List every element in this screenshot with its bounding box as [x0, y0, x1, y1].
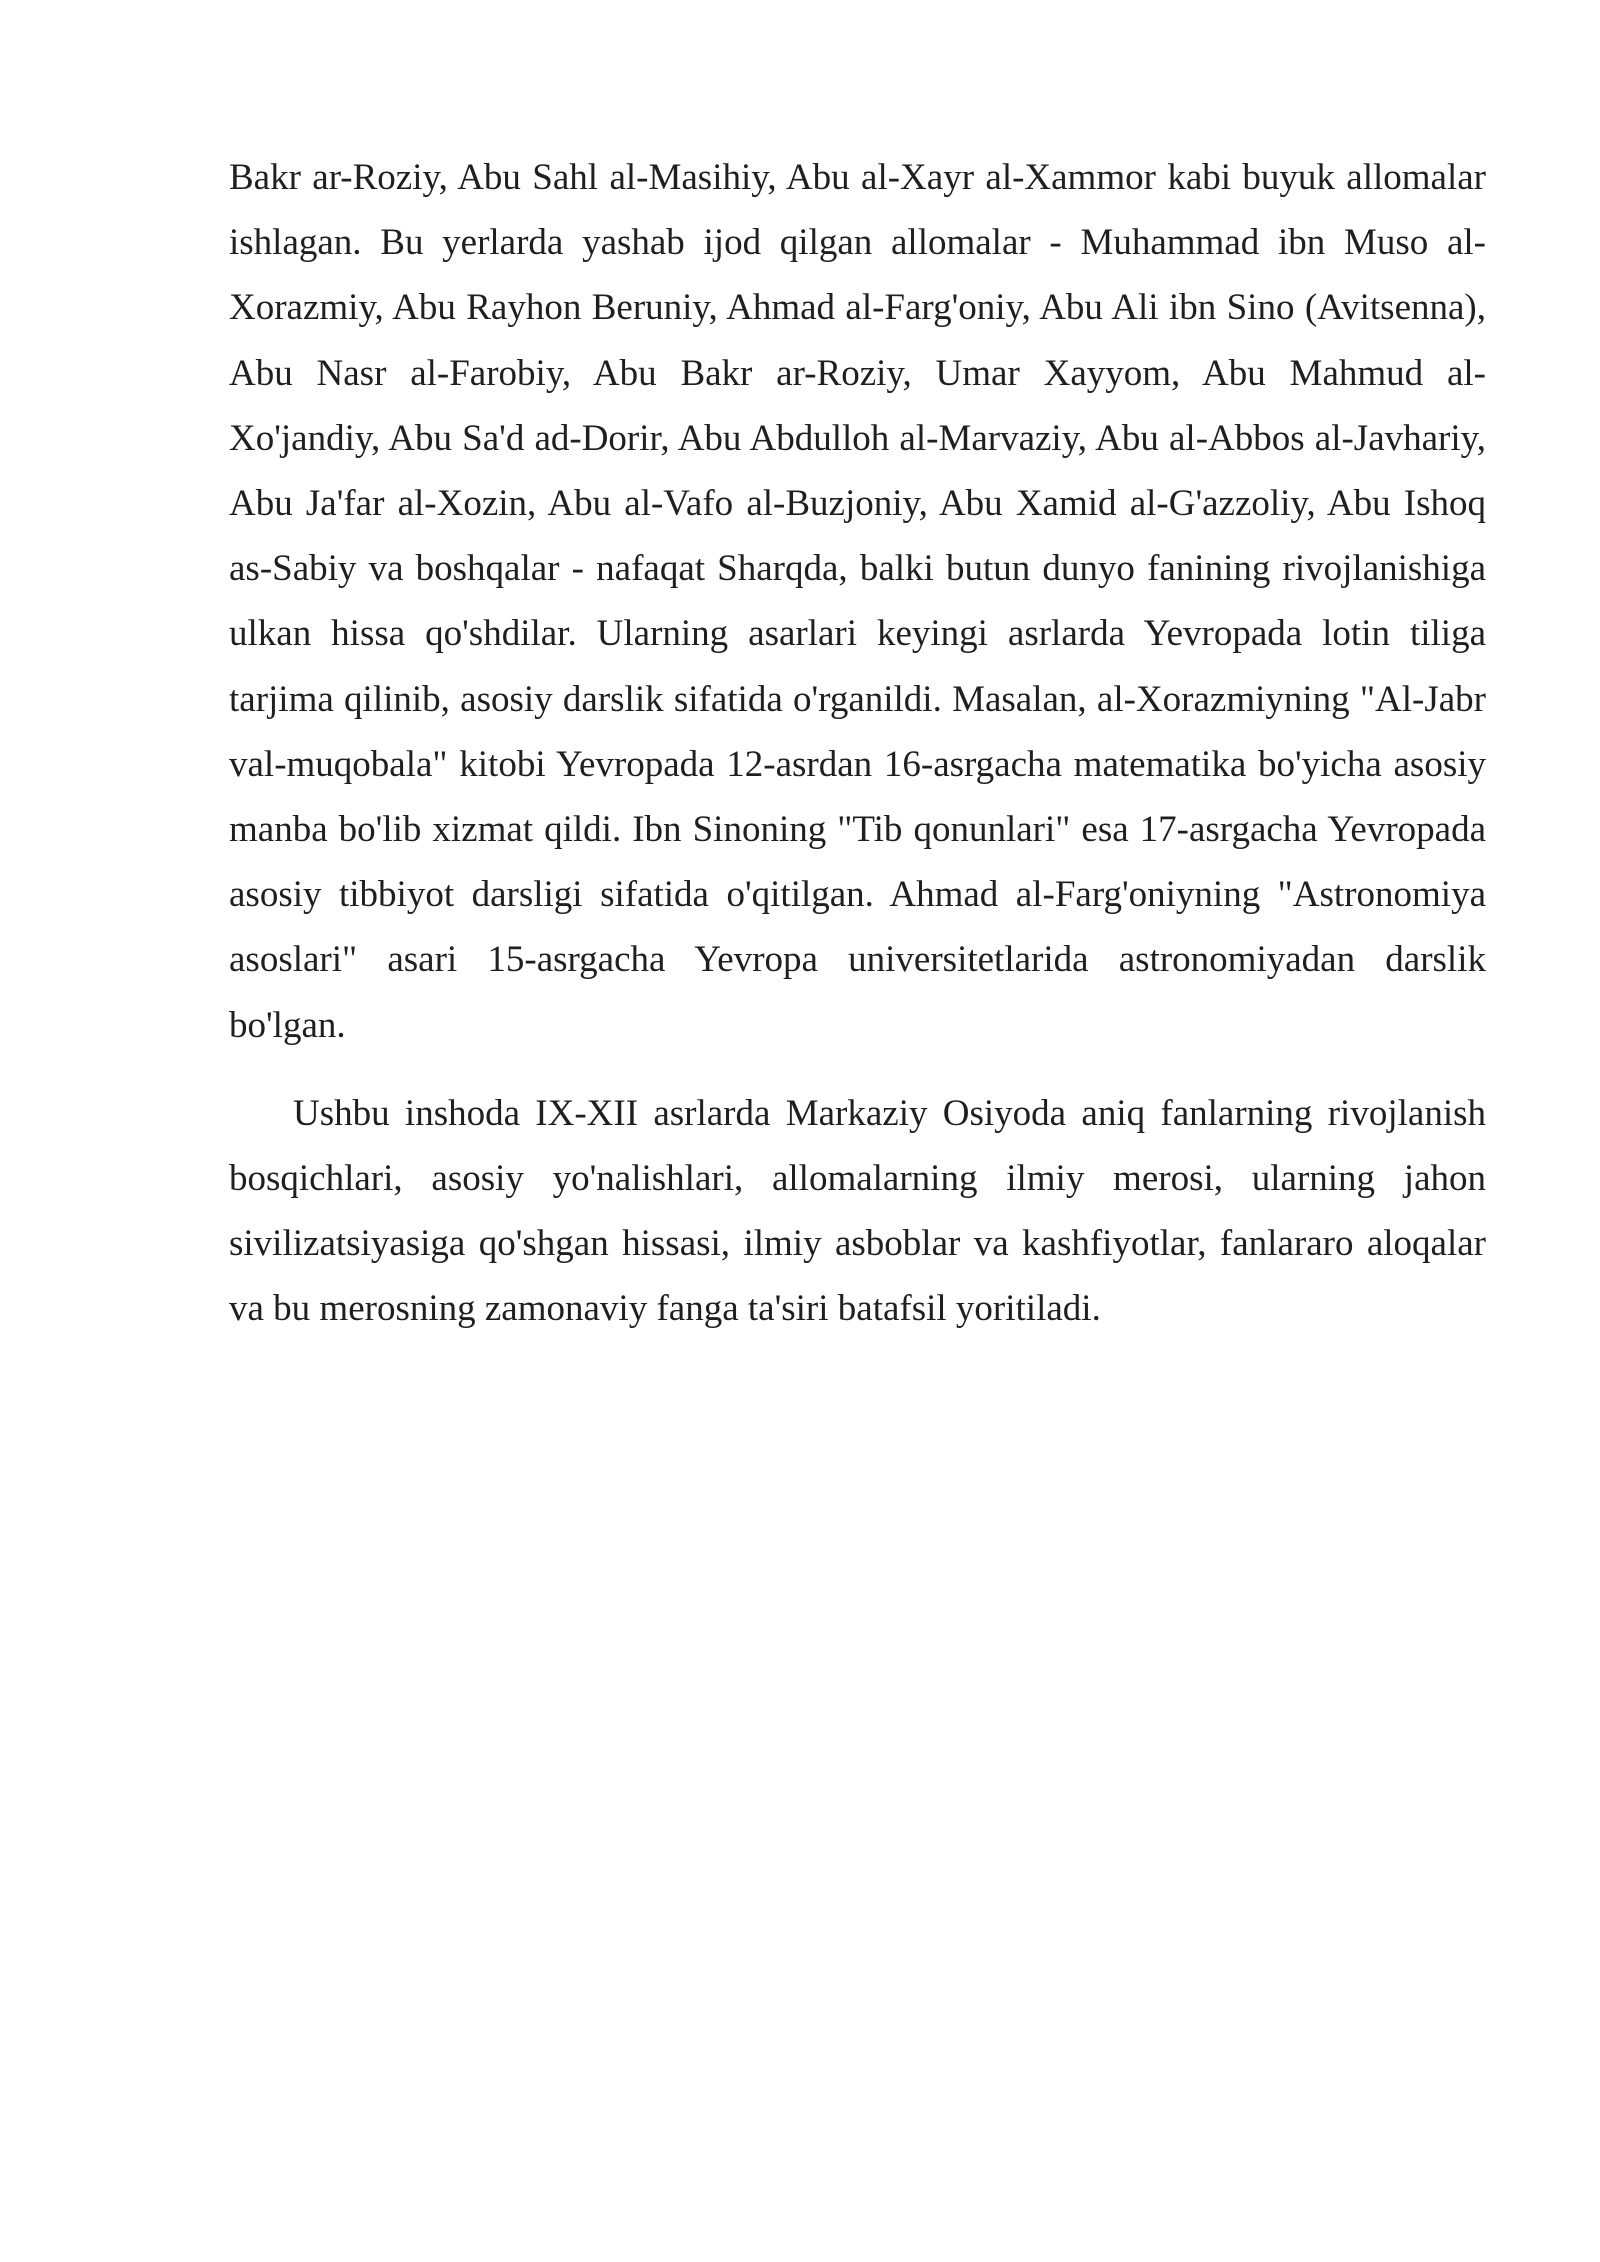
paragraph-essay-overview: Ushbu inshoda IX-XII asrlarda Markaziy Osiyoda aniq fanlarning rivojlanish bosqichlari, asosiy yo'nalishlari, allomalarning ilmiy merosi, ularning jahon sivilizatsiyasiga qo'shgan hissasi, ilmiy asboblar va kashfiyotlar, fanlararo aloqalar va bu merosning zamonaviy fanga ta'siri batafsil yoritiladi. [229, 1092, 1486, 1330]
body-text [229, 145, 1486, 1342]
paragraph-continuation: Bakr ar-Roziy, Abu Sahl al-Masihiy, Abu al-Xayr al-Xammor kabi buyuk allomalar ishlagan. Bu yerlarda yashab ijod qilgan allomalar - Muhammad ibn Muso al-Xorazmiy, Abu Rayhon Beruniy, Ahmad al-Farg'oniy, Abu Ali ibn Sino (Avitsenna), Abu Nasr al-Farobiy, Abu Bakr ar-Roziy, Umar Xayyom, Abu Mahmud al-Xo'jandiy, Abu Sa'd ad-Dorir, Abu Abdulloh al-Marvaziy, Abu al-Abbos al-Javhariy, Abu Ja'far al-Xozin, Abu al-Vafo al-Buzjoniy, Abu Xamid al-G'azzoliy, Abu Ishoq as-Sabiy va boshqalar - nafaqat Sharqda, balki butun dunyo fanining rivojlanishiga ulkan hissa qo'shdilar. Ularning asarlari keyingi asrlarda Yevropada lotin tiliga tarjima qilinib, asosiy darslik sifatida o'rganildi. Masalan, al-Xorazmiyning "Al-Jabr val-muqobala" kitobi Yevropada 12-asrdan 16-asrgacha matematika bo'yicha asosiy manba bo'lib xizmat qildi. Ibn Sinoning "Tib qonunlari" esa 17-asrgacha Yevropada asosiy tibbiyot darsligi sifatida o'qitilgan. Ahmad al-Farg'oniyning "Astronomiya asoslari" asari 15-asrgacha Yevropa universitetlarida astronomiyadan darslik bo'lgan. [229, 157, 1486, 1046]
